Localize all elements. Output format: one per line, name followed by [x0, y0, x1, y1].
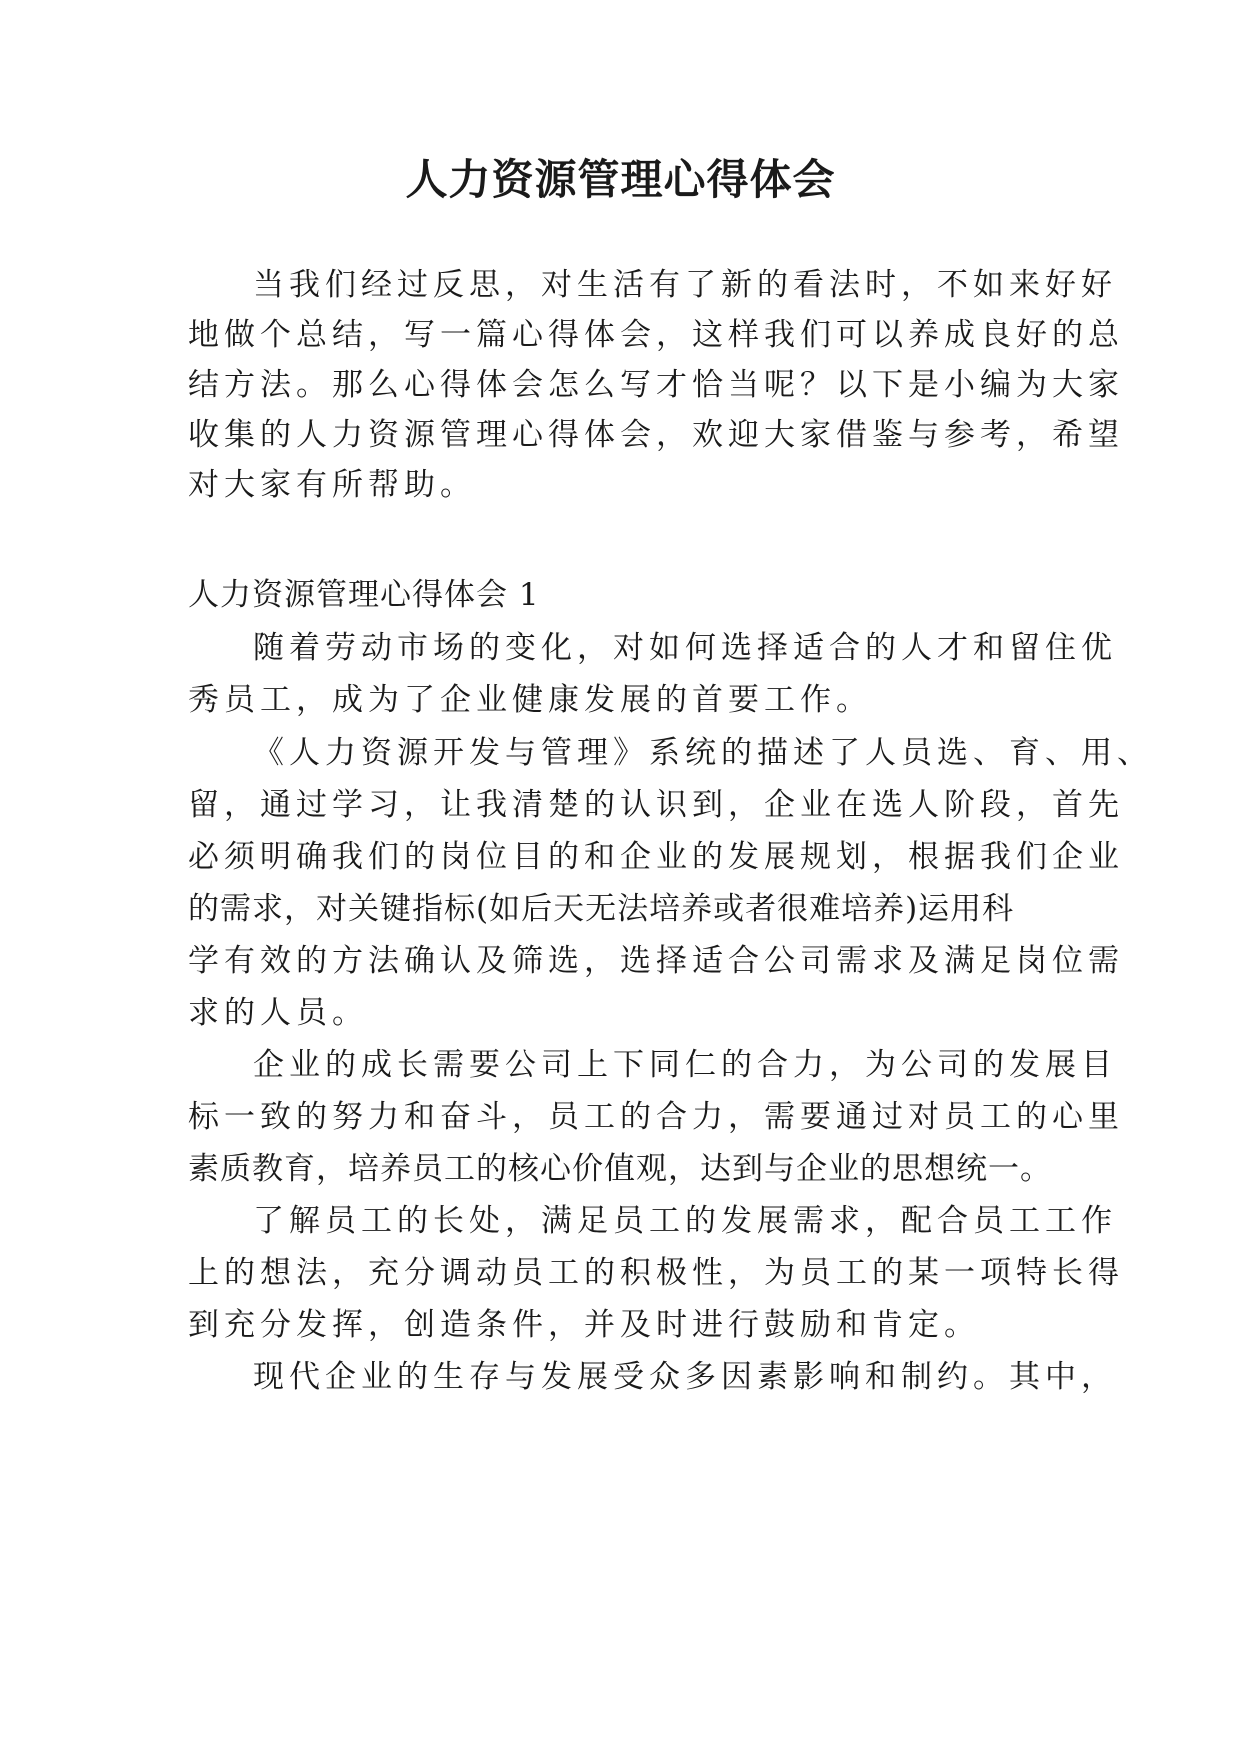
intro-line: 对大家有所帮助。 [188, 467, 476, 503]
paragraph-line: 必须明确我们的岗位目的和企业的发展规划，根据我们企业 [188, 839, 1124, 875]
section-heading: 人力资源管理心得体会 1 [188, 577, 540, 613]
paragraph-line: 标一致的努力和奋斗，员工的合力，需要通过对员工的心里 [188, 1099, 1124, 1135]
paragraph-line: 企业的成长需要公司上下同仁的合力，为公司的发展目 [253, 1047, 1117, 1083]
paragraph-line: 秀员工，成为了企业健康发展的首要工作。 [188, 682, 872, 718]
paragraph-line: 了解员工的长处，满足员工的发展需求，配合员工工作 [253, 1203, 1117, 1239]
intro-line: 当我们经过反思，对生活有了新的看法时，不如来好好 [253, 267, 1117, 303]
paragraph-line: 留，通过学习，让我清楚的认识到，企业在选人阶段，首先 [188, 787, 1124, 823]
paragraph-line: 《人力资源开发与管理》系统的描述了人员选、育、用、 [253, 735, 1153, 771]
intro-line: 收集的人力资源管理心得体会，欢迎大家借鉴与参考，希望 [188, 417, 1124, 453]
document-title: 人力资源管理心得体会 [405, 155, 836, 204]
paragraph-line: 学有效的方法确认及筛选，选择适合公司需求及满足岗位需 [188, 943, 1124, 979]
paragraph-line: 到充分发挥，创造条件，并及时进行鼓励和肯定。 [188, 1307, 980, 1343]
paragraph-line: 现代企业的生存与发展受众多因素影响和制约。其中， [253, 1359, 1117, 1395]
paragraph-line: 随着劳动市场的变化，对如何选择适合的人才和留住优 [253, 630, 1117, 666]
intro-line: 地做个总结，写一篇心得体会，这样我们可以养成良好的总 [188, 317, 1124, 353]
paragraph-line: 上的想法，充分调动员工的积极性，为员工的某一项特长得 [188, 1255, 1124, 1291]
intro-line: 结方法。那么心得体会怎么写才恰当呢？以下是小编为大家 [188, 367, 1124, 403]
paragraph-line: 的需求，对关键指标(如后天无法培养或者很难培养)运用科 [188, 891, 1015, 927]
paragraph-line: 求的人员。 [188, 995, 368, 1031]
paragraph-line: 素质教育，培养员工的核心价值观，达到与企业的思想统一。 [188, 1151, 1052, 1187]
